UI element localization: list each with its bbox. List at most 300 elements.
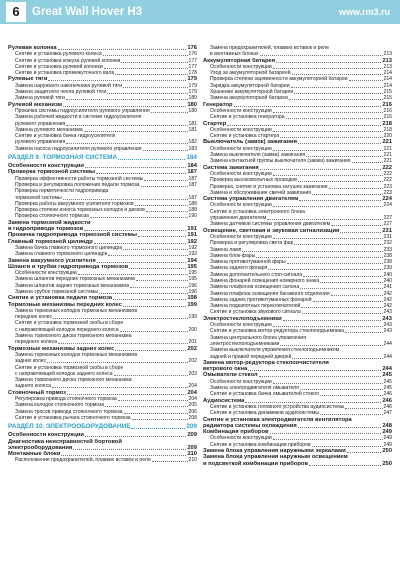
toc-page-number: 180 [187, 101, 197, 108]
dot-leader [273, 238, 383, 239]
dot-leader [63, 106, 186, 107]
toc-entry-title: Регулировка привода стояночного тормоза [15, 396, 117, 403]
dot-leader [303, 276, 382, 277]
toc-entry-title: и подсветкой комбинации приборов [203, 460, 309, 467]
toc-page-number: 209 [186, 423, 197, 431]
toc-entry-title: Замена задних противотуманных фонарей [210, 296, 312, 303]
toc-page-number: 210 [188, 457, 197, 464]
dot-leader [302, 313, 383, 314]
dot-leader [298, 143, 381, 144]
toc-entry-title: Замена наружного наконечника рулевой тяги [15, 82, 123, 89]
toc-page-number: 198 [187, 295, 197, 302]
toc-page-number: 176 [188, 51, 197, 58]
toc-entry-title: Тормозные механизмы задних колес [8, 345, 115, 352]
toc-page-number: 222 [383, 170, 392, 177]
dot-leader [273, 175, 383, 176]
toc-page-number: 214 [383, 76, 392, 83]
book-title: Great Wall Hover H3 [32, 6, 143, 18]
toc-entry-title: Снятие и установка тормозной скобы в сборе [15, 320, 124, 327]
toc-page-number: 224 [382, 196, 392, 203]
toc-page-number: 244 [382, 366, 392, 373]
toc-entry-title: в гидроприводе тормозов [8, 226, 84, 233]
toc-page-number: 250 [382, 448, 392, 454]
toc-entry-title: Проверка стояночного тормоза [15, 213, 89, 220]
toc-page-number: 204 [188, 383, 197, 390]
toc-entry-title: Замена плафона освещения багажного отделения [210, 290, 330, 297]
toc-heading [203, 461, 392, 467]
toc-page-number: 245 [383, 385, 392, 392]
toc-page-number: 246 [383, 391, 392, 398]
dot-leader [115, 74, 187, 75]
toc-entry-title: ветрового окна [203, 366, 248, 373]
toc-page-number: 246 [382, 397, 392, 404]
toc-entry-title: Расположение предохранителей, плавких вставок и реле [15, 457, 151, 464]
dot-leader [66, 143, 187, 144]
toc-page-number: 195 [187, 263, 197, 270]
toc-entry-title: Рулевой механизм [8, 101, 63, 108]
toc-entry-title: Особенности конструкции [8, 432, 84, 439]
dot-leader [61, 455, 186, 456]
toc-page-number: 184 [187, 163, 197, 170]
dot-leader [345, 332, 383, 333]
toc-entry-title: Особенности конструкции [210, 145, 272, 152]
dot-leader [291, 87, 383, 88]
toc-entry-title: Замена фонарей освещения номерного знака [210, 277, 320, 284]
toc-entry-title: Проверка работы вакуумного усилителя тормозов [15, 200, 134, 207]
toc-entry-title: Система зажигания [203, 164, 259, 171]
toc-entry-title: заднего колеса [15, 383, 51, 390]
section-heading [8, 423, 197, 431]
toc-entry-title: Замена тормозного диска тормозного механизма [15, 377, 132, 384]
toc-entry-title: Снятие и установка стартера [210, 133, 280, 140]
toc-entry-title: Шланги и трубки гидропривода тормозов [8, 263, 129, 270]
toc-page-number: 238 [383, 259, 392, 266]
dot-leader [151, 112, 188, 113]
dot-leader [53, 318, 187, 319]
toc-entry-title: Замена трубок тормозной системы [15, 288, 99, 295]
toc-entry-title: Особенности конструкции [210, 107, 272, 114]
dot-leader [84, 230, 186, 231]
toc-page-number: 195 [188, 270, 197, 277]
dot-leader [58, 343, 188, 344]
toc-entry-title: Снятие и установка промежуточного вала [15, 70, 115, 77]
toc-page-number: 210 [187, 451, 197, 458]
toc-page-number: 240 [383, 271, 392, 278]
toc-page-number: 188 [188, 207, 197, 214]
toc-page-number: 203 [188, 370, 197, 377]
toc-page-number: 241 [383, 284, 392, 291]
dot-leader [280, 345, 382, 346]
toc-entry-title: Замена дополнительного стоп-сигнала [210, 271, 303, 278]
toc-page-number: 192 [187, 238, 197, 245]
toc-page-number: 227 [383, 215, 392, 222]
toc-entry-title: Проверка и регулировка света фар [210, 240, 294, 247]
toc-page-number: 249 [383, 441, 392, 448]
toc-entry-title: Снятие и установка кожуха рулевой колонки [15, 57, 121, 64]
dot-leader [99, 293, 187, 294]
dot-leader [105, 406, 187, 407]
dot-leader [118, 154, 185, 160]
toc-page-number: 221 [383, 158, 392, 165]
toc-page-number: 245 [382, 372, 392, 379]
toc-entry-title: электростеклоподъемниками [210, 340, 280, 347]
site-url: www.rm3.ru [338, 7, 390, 17]
toc-entry-title: Снятие и установка рулевого колеса [15, 51, 102, 58]
toc-entry-title: Проверка эффективности работы тормозной системы [15, 175, 144, 182]
toc-entry-title: Замена рулевого механизма [15, 126, 83, 133]
toc-entry-title: Проверка и регулировка положения педали тормоза [15, 181, 140, 188]
toc-entry-title: Замена бачка главного тормозного цилиндра [15, 244, 123, 251]
toc-entry-title: Уход за аккумуляторной батареей [210, 70, 291, 77]
toc-page-number: 221 [383, 145, 392, 152]
toc-page-number: 194 [187, 257, 197, 264]
toc-entry-title: Замена блок-фары [210, 252, 256, 259]
toc-entry-title: радиатора системы охлаждения [203, 422, 297, 429]
toc-entry [8, 146, 197, 152]
dot-leader [85, 167, 186, 168]
dot-leader [130, 287, 187, 288]
dot-leader [47, 362, 187, 363]
toc-page-number: 187 [188, 181, 197, 188]
toc-page-number: 224 [383, 202, 392, 209]
dot-leader [286, 118, 383, 119]
toc-entry-title: Замена тормозных колодок тормозных механизмов [15, 351, 138, 358]
toc-entry-title: Снятие и установка электродвигателя вентилятора [203, 416, 352, 423]
toc-entry-title: Замена защитного чехла рулевой тяги [15, 89, 107, 96]
dot-leader [273, 131, 383, 132]
dot-leader [256, 257, 382, 258]
dot-leader [118, 400, 188, 401]
toc-entry-title: Замена и обслуживание свечей зажигания [210, 189, 312, 196]
dot-leader [123, 87, 187, 88]
dot-leader [123, 249, 187, 250]
toc-page-number: 243 [383, 328, 392, 335]
dot-leader [248, 370, 381, 371]
dot-leader [283, 320, 382, 321]
toc-entry-title: задних колес [15, 358, 47, 365]
toc-page-number: 202 [187, 345, 197, 352]
toc-page-number: 239 [383, 265, 392, 272]
dot-leader [273, 439, 383, 440]
toc-page-number: 218 [383, 126, 392, 133]
toc-entry-title: Снятие и установка электронного блока [210, 208, 305, 215]
toc-entry-title: Особенности конструкции [210, 202, 272, 209]
dot-leader [78, 274, 188, 275]
toc-page-number: 243 [383, 309, 392, 316]
dot-leader [135, 205, 188, 206]
dot-leader [146, 211, 188, 212]
dot-leader [242, 251, 382, 252]
toc-entry-title: Выключатель (замок) зажигания [203, 139, 297, 146]
dot-leader [113, 299, 186, 300]
toc-entry-title: Замена вакуумного усилителя [8, 257, 96, 264]
toc-entry-title: Стартер [203, 120, 227, 127]
toc-page-number: 188 [188, 200, 197, 207]
dot-leader [90, 217, 188, 218]
dot-leader [260, 169, 382, 170]
toc-page-number: 249 [383, 435, 392, 442]
toc-entry-title: Замена аккумуляторной батареи [210, 95, 288, 102]
toc-entry-title: Снятие и установка педали тормоза [8, 295, 113, 302]
dot-leader [273, 326, 383, 327]
dot-leader [300, 288, 382, 289]
toc-page-number: 193 [188, 251, 197, 258]
dot-leader [104, 68, 188, 69]
toc-page-number: 216 [383, 107, 392, 114]
toc-entry-title: Особенности конструкции [210, 322, 272, 329]
dot-leader [73, 449, 186, 450]
dot-leader [299, 200, 381, 201]
dot-leader [312, 194, 382, 195]
dot-leader [115, 350, 186, 351]
dot-leader [132, 419, 188, 420]
toc-entry-title: Особенности конструкции [210, 170, 272, 177]
dot-leader [294, 244, 382, 245]
toc-entry-title: Замена тормозного диска тормозного механизма [15, 333, 132, 340]
toc-page-number: 246 [383, 403, 392, 410]
toc-page-number: 182 [188, 139, 197, 146]
toc-page-number: 233 [383, 246, 392, 253]
toc-page-number: 200 [188, 326, 197, 333]
toc-page-number: 223 [383, 189, 392, 196]
dot-leader [245, 402, 381, 403]
toc-page-number: 227 [383, 221, 392, 228]
dot-leader [260, 55, 383, 56]
toc-entry-title: Проверка высоковольтных проводов [210, 177, 297, 184]
toc-page-number: 181 [188, 120, 197, 127]
dot-leader [121, 62, 187, 63]
toc-entry-title: Замена ламп [210, 246, 242, 253]
toc-page-number: 201 [188, 339, 197, 346]
toc-entry-title: Снятие и установка комбинации приборов [210, 441, 311, 448]
dot-leader [300, 389, 383, 390]
toc-page-number: 231 [382, 227, 392, 234]
dot-leader [352, 162, 383, 163]
dot-leader [107, 93, 187, 94]
toc-entry [8, 457, 197, 463]
toc-page-number: 238 [383, 252, 392, 259]
toc-entry-title: Замена блока управления наружными зеркалами [203, 448, 346, 454]
dot-leader [66, 99, 188, 100]
toc-entry-title: Замена тросов привода стояночного тормоза [15, 408, 123, 415]
toc-page-number: 176 [187, 45, 197, 51]
toc-entry-title: с направляющей колодок переднего колеса [15, 326, 119, 333]
toc-entry [8, 415, 197, 421]
toc-page-number: 196 [188, 288, 197, 295]
toc-entry-title: Проверка тормозной системы [8, 169, 96, 176]
dot-leader [131, 423, 185, 429]
toc-page-number: 199 [188, 314, 197, 321]
toc-page-number: 191 [187, 226, 197, 233]
dot-leader [320, 395, 383, 396]
toc-entry-title: Снятие и установка рулевой колонки [15, 63, 103, 70]
dot-leader [347, 452, 381, 453]
dot-leader [345, 408, 382, 409]
toc-page-number: 245 [383, 378, 392, 385]
toc-page-number: 196 [188, 282, 197, 289]
dot-leader [120, 331, 188, 332]
dot-leader [85, 436, 186, 437]
dot-leader [301, 307, 382, 308]
toc-page-number: 183 [188, 145, 197, 152]
dot-leader [273, 68, 383, 69]
dot-leader [124, 413, 188, 414]
toc-page-number: 202 [188, 358, 197, 365]
toc-entry-title: Замена контактной группы выключателя (замка) зажигания [210, 158, 351, 165]
section-heading [8, 154, 197, 162]
toc-page-number: 199 [187, 301, 197, 308]
toc-page-number: 243 [382, 315, 392, 322]
dot-leader [289, 99, 383, 100]
dot-leader [292, 74, 383, 75]
dot-leader [273, 383, 383, 384]
toc-entry-title: Аудиосистема [203, 397, 245, 404]
toc-entry-title: Прокачка гидропривода тормозной системы [8, 232, 137, 239]
dot-leader [273, 206, 383, 207]
dot-leader [96, 173, 186, 174]
dot-leader [287, 263, 383, 264]
toc-entry-title: Тормозные механизмы передних колес [8, 301, 122, 308]
toc-page-number: 206 [188, 408, 197, 415]
toc-page-number: 205 [188, 402, 197, 409]
toc-entry-title: Замена рулевой тяги [15, 95, 65, 102]
toc-page-number: 204 [187, 389, 197, 396]
toc-entry-title: Снятие и установка генератора [210, 114, 285, 121]
dot-leader [298, 181, 383, 182]
dot-leader [273, 112, 383, 113]
toc-entry-title: Замена центрального блока управления [210, 334, 306, 341]
dot-leader [267, 219, 382, 220]
toc-entry-title: Замена блока управления наружным освещением [203, 454, 348, 461]
toc-page-number: 242 [383, 303, 392, 310]
dot-leader [48, 80, 186, 81]
dot-leader [234, 106, 382, 107]
toc-entry-title: Снятие и установка тормозной скобы в сборе [15, 364, 124, 371]
toc-entry-title: Главный тормозной цилиндр [8, 238, 93, 245]
toc-entry-title: Комбинация приборов [203, 429, 269, 436]
dot-leader [138, 236, 186, 237]
toc-entry-title: Диагностика неисправностей бортовой [8, 438, 122, 445]
dot-leader [259, 376, 382, 377]
toc-page-number: 221 [383, 152, 392, 159]
toc-page-number: 231 [383, 233, 392, 240]
toc-entry-title: Омыватели стекол [203, 372, 258, 379]
dot-leader [292, 358, 382, 359]
toc-page-number: 218 [382, 120, 392, 127]
toc-page-number: 179 [187, 76, 197, 83]
toc-left-column [8, 45, 197, 567]
toc-entry-title: электрооборудования [8, 444, 73, 451]
toc-page-number: 215 [383, 95, 392, 102]
dot-leader [340, 232, 381, 233]
toc-page-number: 209 [187, 444, 197, 451]
dot-leader [103, 55, 188, 56]
toc-page-number: 223 [383, 183, 392, 190]
toc-entry-title: тормозной системы [15, 194, 62, 201]
dot-leader [306, 156, 382, 157]
dot-leader [94, 243, 187, 244]
toc-page-number: 213 [383, 63, 392, 70]
toc-page-number: 179 [188, 89, 197, 96]
dot-leader [312, 446, 383, 447]
dot-leader [294, 93, 382, 94]
toc-page-number: 177 [188, 63, 197, 70]
toc-entry-title: Снятие и установка динамиков аудиосистемы [210, 410, 320, 417]
toc-entry-title: с направляющей колодок заднего колеса [15, 370, 113, 377]
toc-page-number: 204 [188, 396, 197, 403]
toc-entry-title: Хранение аккумуляторной батареи [210, 89, 294, 96]
toc-entry-title: Замена выключателя управления стеклоподъемником [210, 347, 340, 354]
toc-entry-title: Снятие и установка бачка гидроусилителя [15, 133, 116, 140]
dot-leader [143, 150, 188, 151]
toc-entry-title: Освещение, световая и звуковая сигнализация [203, 227, 340, 234]
toc-page-number: 215 [383, 89, 392, 96]
toc-page-number: 192 [188, 244, 197, 251]
dot-leader [63, 199, 188, 200]
toc-entry-title: Замена мотор-редуктора стеклоочистителя [203, 359, 329, 366]
dot-leader [273, 150, 383, 151]
toc-entry-title: РАЗДЕЛ 10. ЭЛЕКТРООБОРУДОВАНИЕ [8, 423, 131, 431]
toc-entry-title: Электростеклоподъемники [203, 315, 282, 322]
toc-entry-title: Замена тормозной жидкости [8, 219, 91, 226]
toc-page-number: 181 [188, 126, 197, 133]
dot-leader [320, 282, 382, 283]
toc-entry-title: Замена колодок стояночного тормоза [15, 402, 105, 409]
dot-leader [141, 186, 188, 187]
dot-leader [331, 295, 383, 296]
page-header [0, 0, 400, 24]
dot-leader [331, 225, 382, 226]
dot-leader [349, 80, 383, 81]
toc-page-number: 244 [383, 340, 392, 347]
toc-page-number: 208 [188, 414, 197, 421]
toc-entry-title: управления двигателем [210, 215, 267, 222]
toc-entry-title: Генератор [203, 101, 233, 108]
toc-entry-title: Замена тормозных колодок тормозных механизмов [15, 307, 138, 314]
toc-entry-title: Особенности конструкции [210, 435, 272, 442]
toc-page-number: 179 [188, 82, 197, 89]
toc-page-number: 187 [187, 169, 197, 176]
dot-leader [227, 125, 381, 126]
toc-entry-title: Замена плафонов освещения салона [210, 284, 300, 291]
toc-entry-title: передних колес [15, 314, 53, 321]
dot-leader [58, 49, 187, 50]
toc-page-number: 180 [188, 95, 197, 102]
toc-entry-title: Замена противотуманной фары [210, 259, 286, 266]
toc-page-number: 209 [187, 432, 197, 439]
toc-entry-title: в монтажных блоках [210, 51, 259, 58]
toc-entry-title: Рулевая колонка [8, 45, 57, 51]
toc-entry-title: Стояночный тормоз [8, 389, 67, 396]
toc-entry-title: Замена шлангов задних тормозных механизмов [15, 282, 130, 289]
dot-leader [298, 427, 382, 428]
dot-leader [270, 433, 382, 434]
dot-leader [52, 387, 188, 388]
dot-leader [97, 262, 187, 263]
toc-page-number: 187 [188, 194, 197, 201]
toc-entry-title: Снятие и установка рычага стояночного тормоза [15, 414, 131, 421]
toc-entry-title: Аккумуляторная батарея [203, 57, 276, 64]
toc-entry-title: Система управления двигателем [203, 196, 299, 203]
toc-page-number: 214 [383, 82, 392, 89]
toc-entry-title: Замена шлангов передних тормозных механизмов [15, 276, 136, 283]
toc-entry-title: Замена выключателя (замка) зажигания [210, 152, 306, 159]
toc-entry-title: Замена рабочей жидкости в системе гидроусилителя [15, 114, 142, 121]
toc-page-number: 216 [383, 114, 392, 121]
toc-right-column [203, 45, 392, 567]
toc-entry-title: Особенности конструкции [210, 126, 272, 133]
dot-leader [320, 414, 382, 415]
